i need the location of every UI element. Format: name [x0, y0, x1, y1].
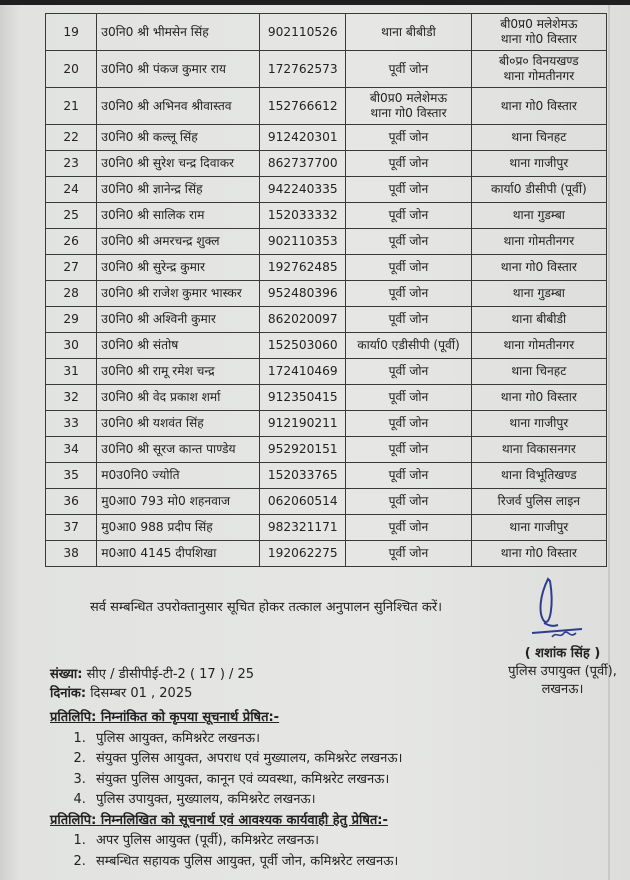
new-posting-cell: [471, 307, 606, 333]
current-posting-cell: [346, 437, 471, 463]
copy-info-heading: प्रतिलिपि: निम्नांकित को कृपया सूचनार्थ प्रेषित:-: [50, 710, 280, 725]
roster-body: [46, 14, 607, 567]
new-posting-cell: [471, 51, 606, 88]
new-posting-cell: [471, 515, 606, 541]
copy-info-item: 2. संयुक्त पुलिस आयुक्त, अपराध एवं मुख्यालय, कमिश्नरेट लखनऊ।: [90, 749, 403, 770]
posting-line: बी0प्र0 मलेशेमऊ: [369, 91, 448, 105]
copy-action-item: 2. सम्बन्धित सहायक पुलिस आयुक्त, पूर्वी जोन, कमिश्नरेट लखनऊ।: [90, 852, 403, 873]
table-row: [46, 88, 607, 125]
serial-number-cell: 25: [46, 203, 97, 229]
posting-line: थाना गो0 विस्तार: [500, 390, 577, 404]
serial-number-cell: 30: [46, 333, 97, 359]
new-posting-cell: [471, 359, 606, 385]
posting-line: थाना विभूतिखण्ड: [501, 468, 577, 482]
posting-line: थाना चिनहट: [511, 130, 567, 144]
copy-action-heading: प्रतिलिपि: निम्नलिखित को सूचनार्थ एवं आवश्यक कार्यवाही हेतु प्रेषित:-: [50, 812, 388, 828]
posting-line: थाना गाजीपुर: [509, 156, 569, 170]
posting-line: थाना गो0 विस्तार: [370, 106, 447, 120]
table-row: [46, 489, 607, 515]
posting-line: थाना गोमतीनगर: [503, 338, 575, 352]
officer-number-cell: 942240335: [260, 177, 346, 203]
posting-line: थाना गोमतीनगर: [503, 69, 575, 83]
posting-line: थाना गाजीपुर: [509, 520, 569, 534]
posting-line: पूर्वी जोन: [388, 156, 429, 170]
posting-line: थाना गुडम्बा: [512, 208, 565, 222]
current-posting-cell: [346, 51, 471, 88]
officer-number-cell: 952920151: [260, 437, 346, 463]
posting-line: पूर्वी जोन: [388, 468, 429, 482]
serial-number-cell: 21: [46, 88, 97, 125]
officer-number-cell: 912190211: [260, 411, 346, 437]
table-row: [46, 203, 607, 229]
posting-line: पूर्वी जोन: [388, 390, 429, 404]
posting-line: थाना बीबीडी: [511, 312, 567, 326]
serial-number-cell: 33: [46, 411, 97, 437]
signature-icon: [530, 575, 590, 645]
posting-line: पूर्वी जोन: [388, 442, 429, 456]
officer-name-cell: उ0नि0 श्री सुरेश चन्द्र दिवाकर: [97, 151, 260, 177]
table-row: [46, 463, 607, 489]
officer-number-cell: 902110526: [260, 14, 346, 51]
posting-line: पूर्वी जोन: [388, 61, 429, 76]
reference-date: [50, 684, 254, 703]
current-posting-cell: [346, 463, 471, 489]
posting-line: पूर्वी जोन: [388, 182, 429, 196]
current-posting-cell: [346, 151, 471, 177]
posting-line: थाना विकासनगर: [501, 442, 576, 456]
officer-number-cell: 902110353: [260, 229, 346, 255]
officer-number-cell: 982321171: [260, 515, 346, 541]
copy-distribution: [50, 708, 403, 872]
posting-line: थाना गाजीपुर: [509, 416, 569, 430]
serial-number-cell: 31: [46, 359, 97, 385]
officer-name-cell: उ0नि0 श्री अश्विनी कुमार: [97, 307, 260, 333]
copy-info-item: 1. पुलिस आयुक्त, कमिश्नरेट लखनऊ।: [90, 729, 403, 750]
current-posting-cell: [346, 281, 471, 307]
new-posting-cell: [471, 437, 606, 463]
current-posting-cell: [346, 14, 471, 51]
officer-name-cell: उ0नि0 श्री भीमसेन सिंह: [97, 14, 260, 51]
posting-line: पूर्वी जोन: [388, 364, 429, 378]
current-posting-cell: [346, 359, 471, 385]
signatory-name: ( शशांक सिंह ): [524, 646, 601, 661]
current-posting-cell: [346, 229, 471, 255]
officer-name-cell: उ0नि0 श्री सुरेन्द्र कुमार: [97, 255, 260, 281]
current-posting-cell: [346, 515, 471, 541]
officer-name-cell: उ0नि0 श्री यशवंत सिंह: [97, 411, 260, 437]
table-row: [46, 411, 607, 437]
officer-number-cell: 062060514: [260, 489, 346, 515]
officer-name-cell: उ0नि0 श्री पंकज कुमार राय: [97, 51, 260, 88]
copy-info-item: 4. पुलिस उपायुक्त, मुख्यालय, कमिश्नरेट लखनऊ।: [90, 790, 403, 811]
current-posting-cell: [346, 177, 471, 203]
table-row: [46, 14, 607, 51]
new-posting-cell: [471, 203, 606, 229]
copy-action-item: 1. अपर पुलिस आयुक्त (पूर्वी), कमिश्नरेट लखनऊ।: [90, 831, 403, 852]
signatory-designation: पुलिस उपायुक्त (पूर्वी),: [508, 664, 617, 679]
serial-number-cell: 35: [46, 463, 97, 489]
compliance-instruction: सर्व सम्बन्धित उपरोक्तानुसार सूचित होकर तत्काल अनुपालन सुनिश्चित करें।: [90, 600, 443, 615]
posting-line: थाना गो0 विस्तार: [500, 546, 577, 560]
serial-number-cell: 38: [46, 541, 97, 567]
serial-number-cell: 37: [46, 515, 97, 541]
copy-action-list: [50, 831, 403, 872]
posting-line: थाना चिनहट: [511, 364, 567, 378]
serial-number-cell: 20: [46, 51, 97, 88]
table-row: [46, 125, 607, 151]
posting-line: थाना गो0 विस्तार: [500, 98, 577, 113]
new-posting-cell: [471, 255, 606, 281]
new-posting-cell: [471, 463, 606, 489]
officer-name-cell: उ0नि0 श्री रामू रमेश चन्द्र: [97, 359, 260, 385]
table-row: [46, 151, 607, 177]
transfer-roster-table: [45, 13, 607, 567]
table-row: [46, 307, 607, 333]
current-posting-cell: [346, 489, 471, 515]
serial-number-cell: 24: [46, 177, 97, 203]
reference-number-value: सीए / डीसीपीई-टी-2 ( 17 ) / 25: [86, 667, 255, 682]
officer-number-cell: 152503060: [260, 333, 346, 359]
new-posting-cell: [471, 88, 606, 125]
officer-number-cell: 172410469: [260, 359, 346, 385]
serial-number-cell: 32: [46, 385, 97, 411]
officer-name-cell: उ0नि0 श्री सालिक राम: [97, 203, 260, 229]
serial-number-cell: 29: [46, 307, 97, 333]
posting-line: पूर्वी जोन: [388, 234, 429, 248]
officer-name-cell: उ0नि0 श्री संतोष: [97, 333, 260, 359]
officer-number-cell: 952480396: [260, 281, 346, 307]
table-row: [46, 385, 607, 411]
officer-name-cell: मु0आ0 988 प्रदीप सिंह: [97, 515, 260, 541]
posting-line: रिजर्व पुलिस लाइन: [497, 494, 581, 508]
new-posting-cell: [471, 125, 606, 151]
posting-line: पूर्वी जोन: [388, 260, 429, 274]
posting-line: पूर्वी जोन: [388, 312, 429, 326]
table-row: [46, 437, 607, 463]
new-posting-cell: [471, 177, 606, 203]
reference-date-value: दिसम्बर 01 , 2025: [90, 686, 193, 701]
reference-date-label: दिनांक:: [50, 686, 87, 701]
officer-number-cell: 192762485: [260, 255, 346, 281]
officer-number-cell: 152766612: [260, 88, 346, 125]
current-posting-cell: [346, 255, 471, 281]
new-posting-cell: [471, 281, 606, 307]
current-posting-cell: [346, 88, 471, 125]
officer-name-cell: उ0नि0 श्री अमरचन्द्र शुक्ल: [97, 229, 260, 255]
posting-line: पूर्वी जोन: [388, 208, 429, 222]
officer-name-cell: मु0आ0 793 मो0 शहनवाज: [97, 489, 260, 515]
posting-line: बी०प्र० विनयखण्ड: [499, 54, 579, 68]
table-row: [46, 541, 607, 567]
posting-line: कार्या0 एडीसीपी (पूर्वी): [357, 338, 460, 352]
table-row: [46, 515, 607, 541]
current-posting-cell: [346, 541, 471, 567]
officer-name-cell: उ0नि0 श्री सूरज कान्त पाण्डेय: [97, 437, 260, 463]
reference-number-label: संख्या:: [50, 667, 83, 682]
posting-line: थाना गो0 विस्तार: [500, 32, 577, 46]
current-posting-cell: [346, 333, 471, 359]
officer-number-cell: 152033765: [260, 463, 346, 489]
serial-number-cell: 34: [46, 437, 97, 463]
posting-line: थाना गुडम्बा: [512, 286, 565, 300]
signatory-city: लखनऊ।: [541, 682, 584, 697]
current-posting-cell: [346, 307, 471, 333]
table-row: [46, 281, 607, 307]
new-posting-cell: [471, 333, 606, 359]
posting-line: थाना गोमतीनगर: [503, 234, 575, 248]
officer-number-cell: 172762573: [260, 51, 346, 88]
new-posting-cell: [471, 411, 606, 437]
current-posting-cell: [346, 125, 471, 151]
new-posting-cell: [471, 385, 606, 411]
reference-block: [50, 665, 254, 703]
serial-number-cell: 27: [46, 255, 97, 281]
officer-number-cell: 862737700: [260, 151, 346, 177]
officer-name-cell: उ0नि0 श्री राजेश कुमार भास्कर: [97, 281, 260, 307]
posting-line: पूर्वी जोन: [388, 546, 429, 560]
posting-line: कार्या0 डीसीपी (पूर्वी): [490, 182, 587, 196]
serial-number-cell: 36: [46, 489, 97, 515]
new-posting-cell: [471, 14, 606, 51]
posting-line: बी0प्र0 मलेशेमऊ: [500, 17, 578, 31]
officer-number-cell: 912420301: [260, 125, 346, 151]
paper-fold-line: [608, 5, 610, 880]
officer-name-cell: उ0नि0 श्री ज्ञानेन्द्र सिंह: [97, 177, 260, 203]
officer-number-cell: 192062275: [260, 541, 346, 567]
posting-line: पूर्वी जोन: [388, 286, 429, 300]
table-row: [46, 51, 607, 88]
posting-line: थाना गो0 विस्तार: [500, 260, 577, 274]
table-row: [46, 255, 607, 281]
new-posting-cell: [471, 151, 606, 177]
new-posting-cell: [471, 229, 606, 255]
serial-number-cell: 26: [46, 229, 97, 255]
current-posting-cell: [346, 203, 471, 229]
officer-name-cell: उ0नि0 श्री वेद प्रकाश शर्मा: [97, 385, 260, 411]
officer-name-cell: उ0नि0 श्री अभिनव श्रीवास्तव: [97, 88, 260, 125]
posting-line: पूर्वी जोन: [388, 130, 429, 144]
serial-number-cell: 19: [46, 14, 97, 51]
signatory-block: [500, 645, 625, 699]
new-posting-cell: [471, 489, 606, 515]
serial-number-cell: 28: [46, 281, 97, 307]
officer-number-cell: 862020097: [260, 307, 346, 333]
serial-number-cell: 22: [46, 125, 97, 151]
posting-line: पूर्वी जोन: [388, 416, 429, 430]
current-posting-cell: [346, 411, 471, 437]
officer-name-cell: म0आ0 4145 दीपशिखा: [97, 541, 260, 567]
serial-number-cell: 23: [46, 151, 97, 177]
copy-info-list: [50, 729, 403, 811]
table-row: [46, 333, 607, 359]
posting-line: पूर्वी जोन: [388, 494, 429, 508]
officer-number-cell: 912350415: [260, 385, 346, 411]
copy-info-item: 3. संयुक्त पुलिस आयुक्त, कानून एवं व्यवस्था, कमिश्नरेट लखनऊ।: [90, 770, 403, 791]
officer-name-cell: म0उ0नि0 ज्योति: [97, 463, 260, 489]
officer-number-cell: 152033332: [260, 203, 346, 229]
posting-line: थाना बीबीडी: [381, 24, 436, 39]
table-row: [46, 359, 607, 385]
posting-line: पूर्वी जोन: [388, 520, 429, 534]
new-posting-cell: [471, 541, 606, 567]
table-row: [46, 229, 607, 255]
table-row: [46, 177, 607, 203]
current-posting-cell: [346, 385, 471, 411]
reference-number: [50, 665, 254, 684]
officer-name-cell: उ0नि0 श्री कल्लू सिंह: [97, 125, 260, 151]
